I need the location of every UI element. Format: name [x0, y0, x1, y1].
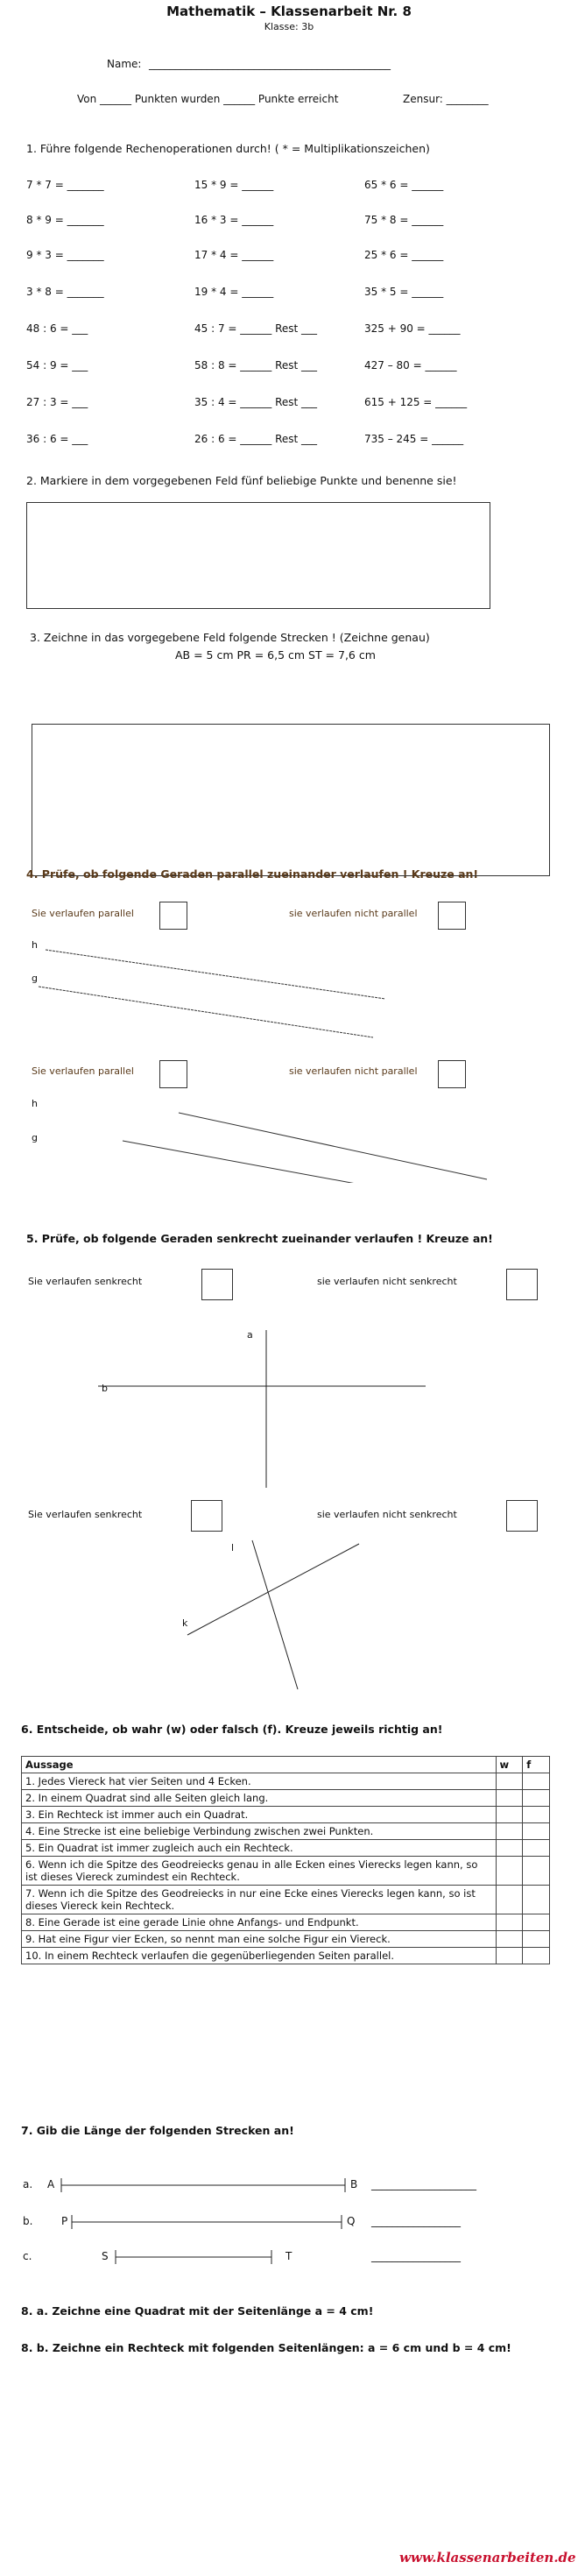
- segment-a-start: A: [47, 2178, 55, 2190]
- class-label: Klasse: 3b: [264, 21, 314, 32]
- task4-heading: 4. Prüfe, ob folgende Geraden parallel zueinander verlaufen ! Kreuze an!: [26, 867, 479, 881]
- task3-heading: 3. Zeichne in das vorgegebene Feld folgende Strecken ! (Zeichne genau): [30, 631, 430, 644]
- grade-field[interactable]: Zensur: ________: [403, 93, 489, 105]
- exercise-r5-c2[interactable]: 45 : 7 = ______ Rest ___: [194, 322, 318, 335]
- exercise-r8-c3[interactable]: 735 – 245 = ______: [364, 433, 464, 445]
- segment-c-answer[interactable]: _________________: [371, 2250, 461, 2262]
- line-label-g: g: [32, 973, 38, 984]
- table-row: [22, 1914, 550, 1931]
- segment-c-end: T: [285, 2250, 293, 2262]
- table-row: [22, 1823, 550, 1840]
- exercise-r4-c1[interactable]: 3 * 8 = _______: [26, 286, 104, 298]
- footer-logo[interactable]: www.klassenarbeiten.de: [399, 2550, 576, 2565]
- task3-drawing-field[interactable]: [32, 724, 550, 876]
- false-checkbox-cell[interactable]: [523, 1773, 550, 1790]
- exercise-r3-c2[interactable]: 17 * 4 = ______: [194, 249, 274, 261]
- true-checkbox-cell[interactable]: [496, 1857, 523, 1886]
- exercise-r6-c3[interactable]: 427 – 80 = ______: [364, 359, 457, 372]
- true-checkbox-cell[interactable]: [496, 1840, 523, 1857]
- task5-lines: [0, 1314, 578, 1700]
- true-checkbox-cell[interactable]: [496, 1807, 523, 1823]
- false-checkbox-cell[interactable]: [523, 1886, 550, 1914]
- exercise-r4-c2[interactable]: 19 * 4 = ______: [194, 286, 274, 298]
- statement-text: 2. In einem Quadrat sind alle Seiten gleich lang.: [22, 1790, 497, 1807]
- false-checkbox-cell[interactable]: [523, 1857, 550, 1886]
- exercise-r7-c1[interactable]: 27 : 3 = ___: [26, 396, 88, 408]
- task5-a-yes-label: Sie verlaufen senkrecht: [28, 1276, 143, 1287]
- table-row: [22, 1790, 550, 1807]
- segment-a-end: B: [350, 2178, 358, 2190]
- false-checkbox-cell[interactable]: [523, 1840, 550, 1857]
- exercise-r7-c2[interactable]: 35 : 4 = ______ Rest ___: [194, 396, 318, 408]
- line-label-b: b: [102, 1383, 108, 1394]
- statement-text: 9. Hat eine Figur vier Ecken, so nennt man eine solche Figur ein Viereck.: [22, 1931, 497, 1948]
- task7-segments: [0, 2164, 578, 2278]
- true-checkbox-cell[interactable]: [496, 1886, 523, 1914]
- task4-b-yes-label: Sie verlaufen parallel: [32, 1065, 134, 1077]
- false-checkbox-cell[interactable]: [523, 1790, 550, 1807]
- true-checkbox-cell[interactable]: [496, 1948, 523, 1964]
- exercise-r5-c1[interactable]: 48 : 6 = ___: [26, 322, 88, 335]
- line-label-k: k: [182, 1617, 188, 1629]
- table-row: [22, 1948, 550, 1964]
- statement-text: 6. Wenn ich die Spitze des Geodreiecks genau in alle Ecken eines Vierecks legen kann, so ist dieses Viereck zumindest ein Rechteck.: [22, 1857, 497, 1886]
- exercise-r1-c3[interactable]: 65 * 6 = ______: [364, 179, 444, 191]
- table-row: [22, 1773, 550, 1790]
- exercise-r2-c1[interactable]: 8 * 9 = _______: [26, 214, 104, 226]
- true-checkbox-cell[interactable]: [496, 1790, 523, 1807]
- task3-values: AB = 5 cm PR = 6,5 cm ST = 7,6 cm: [175, 648, 376, 662]
- task4-a-no-checkbox[interactable]: [438, 902, 466, 930]
- statement-column-header: Aussage: [22, 1757, 497, 1773]
- task8a-heading: 8. a. Zeichne eine Quadrat mit der Seitenlänge a = 4 cm!: [21, 2304, 374, 2318]
- task2-heading: 2. Markiere in dem vorgegebenen Feld fünf beliebige Punkte und benenne sie!: [26, 474, 457, 487]
- exercise-r1-c2[interactable]: 15 * 9 = ______: [194, 179, 274, 191]
- task1-heading: 1. Führe folgende Rechenoperationen durch! ( * = Multiplikationszeichen): [26, 142, 430, 155]
- points-line[interactable]: Von ______ Punkten wurden ______ Punkte erreicht: [77, 93, 339, 105]
- table-row: [22, 1931, 550, 1948]
- task7-heading: 7. Gib die Länge der folgenden Strecken an!: [21, 2124, 294, 2137]
- false-checkbox-cell[interactable]: [523, 1948, 550, 1964]
- segment-c-start: S: [102, 2250, 109, 2262]
- segment-b-answer[interactable]: _________________: [371, 2215, 461, 2227]
- task4-a-yes-checkbox[interactable]: [159, 902, 187, 930]
- exercise-r8-c2[interactable]: 26 : 6 = ______ Rest ___: [194, 433, 318, 445]
- task6-heading: 6. Entscheide, ob wahr (w) oder falsch (f). Kreuze jeweils richtig an!: [21, 1723, 443, 1736]
- exercise-r8-c1[interactable]: 36 : 6 = ___: [26, 433, 88, 445]
- line-label-g-2: g: [32, 1132, 38, 1143]
- segment-a-label: a.: [23, 2178, 33, 2190]
- task5-heading: 5. Prüfe, ob folgende Geraden senkrecht zueinander verlaufen ! Kreuze an!: [26, 1232, 493, 1245]
- exercise-r2-c3[interactable]: 75 * 8 = ______: [364, 214, 444, 226]
- segment-a-answer[interactable]: ____________________: [371, 2178, 476, 2190]
- line-label-h-2: h: [32, 1098, 38, 1109]
- statement-text: 10. In einem Rechteck verlaufen die gegenüberliegenden Seiten parallel.: [22, 1948, 497, 1964]
- statement-table: [21, 1756, 550, 1964]
- name-label: Name:: [107, 58, 142, 70]
- task5-a-no-label: sie verlaufen nicht senkrecht: [317, 1276, 457, 1287]
- statement-text: 8. Eine Gerade ist eine gerade Linie ohne Anfangs- und Endpunkt.: [22, 1914, 497, 1931]
- table-row: [22, 1857, 550, 1886]
- task4-a-no-label: sie verlaufen nicht parallel: [289, 908, 418, 919]
- statement-text: 4. Eine Strecke ist eine beliebige Verbindung zwischen zwei Punkten.: [22, 1823, 497, 1840]
- exercise-r6-c2[interactable]: 58 : 8 = ______ Rest ___: [194, 359, 318, 372]
- false-column-header: f: [523, 1757, 550, 1773]
- task4-lines: [0, 929, 578, 1183]
- statement-text: 7. Wenn ich die Spitze des Geodreiecks in nur eine Ecke eines Vierecks legen kann, so ist dieses Viereck kein Rechteck.: [22, 1886, 497, 1914]
- task5-a-yes-checkbox[interactable]: [201, 1269, 233, 1300]
- name-field[interactable]: ______________________________________________: [149, 58, 391, 70]
- task8b-heading: 8. b. Zeichne ein Rechteck mit folgenden Seitenlängen: a = 6 cm und b = 4 cm!: [21, 2341, 511, 2354]
- exercise-r4-c3[interactable]: 35 * 5 = ______: [364, 286, 444, 298]
- segment-b-end: Q: [347, 2215, 356, 2227]
- true-checkbox-cell[interactable]: [496, 1773, 523, 1790]
- task4-a-yes-label: Sie verlaufen parallel: [32, 908, 134, 919]
- statement-text: 5. Ein Quadrat ist immer zugleich auch ein Rechteck.: [22, 1840, 497, 1857]
- segment-b-start: P: [61, 2215, 68, 2227]
- table-row: [22, 1886, 550, 1914]
- true-column-header: w: [496, 1757, 523, 1773]
- task4-b-no-label: sie verlaufen nicht parallel: [289, 1065, 418, 1077]
- false-checkbox-cell[interactable]: [523, 1914, 550, 1931]
- false-checkbox-cell[interactable]: [523, 1931, 550, 1948]
- true-checkbox-cell[interactable]: [496, 1931, 523, 1948]
- true-checkbox-cell[interactable]: [496, 1914, 523, 1931]
- line-label-h: h: [32, 939, 38, 951]
- task5-b-no-label: sie verlaufen nicht senkrecht: [317, 1509, 457, 1520]
- line-label-a: a: [247, 1329, 253, 1341]
- task5-a-no-checkbox[interactable]: [506, 1269, 538, 1300]
- exercise-r5-c3[interactable]: 325 + 90 = ______: [364, 322, 461, 335]
- statement-text: 3. Ein Rechteck ist immer auch ein Quadrat.: [22, 1807, 497, 1823]
- line-label-l: l: [231, 1542, 235, 1553]
- exercise-r7-c3[interactable]: 615 + 125 = ______: [364, 396, 468, 408]
- exercise-r3-c3[interactable]: 25 * 6 = ______: [364, 249, 444, 261]
- table-row: [22, 1840, 550, 1857]
- statement-text: 1. Jedes Viereck hat vier Seiten und 4 Ecken.: [22, 1773, 497, 1790]
- exercise-r3-c1[interactable]: 9 * 3 = _______: [26, 249, 104, 261]
- exercise-r1-c1[interactable]: 7 * 7 = _______: [26, 179, 104, 191]
- table-row: [22, 1807, 550, 1823]
- task5-b-yes-label: Sie verlaufen senkrecht: [28, 1509, 143, 1520]
- task2-drawing-field[interactable]: [26, 502, 490, 609]
- exercise-r6-c1[interactable]: 54 : 9 = ___: [26, 359, 88, 372]
- segment-b-label: b.: [23, 2215, 33, 2227]
- segment-c-label: c.: [23, 2250, 32, 2262]
- false-checkbox-cell[interactable]: [523, 1823, 550, 1840]
- exercise-r2-c2[interactable]: 16 * 3 = ______: [194, 214, 274, 226]
- true-checkbox-cell[interactable]: [496, 1823, 523, 1840]
- false-checkbox-cell[interactable]: [523, 1807, 550, 1823]
- page-title: Mathematik – Klassenarbeit Nr. 8: [166, 4, 412, 19]
